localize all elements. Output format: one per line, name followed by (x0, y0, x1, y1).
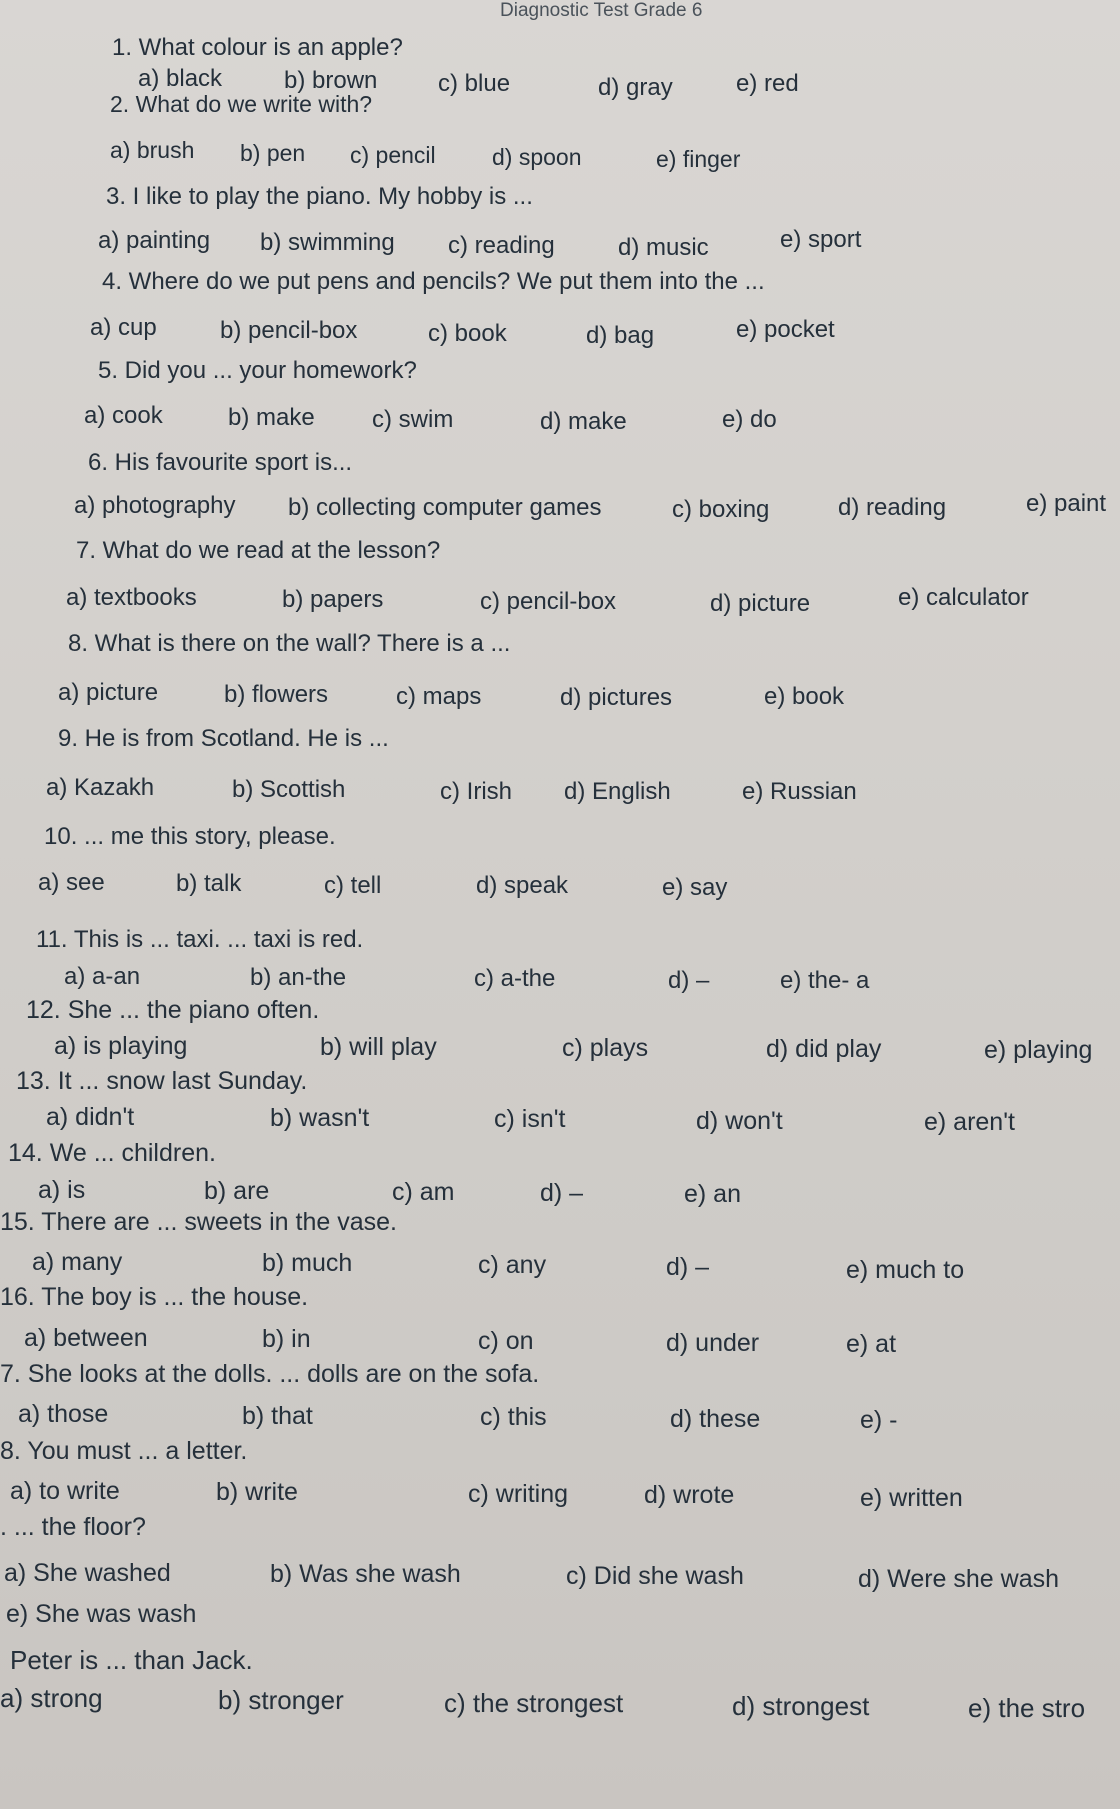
question-14-option-d: d) – (540, 1179, 584, 1207)
question-16: 16. The boy is ... the house. (0, 1283, 309, 1311)
question-14-option-b: b) are (204, 1177, 270, 1205)
question-5-option-e: e) do (722, 406, 777, 433)
question-5: 5. Did you ... your homework? (98, 357, 417, 384)
question-2: 2. What do we write with? (110, 91, 373, 117)
question-7-option-c: c) pencil-box (480, 588, 617, 615)
question-14-option-c: c) am (392, 1178, 455, 1206)
question-6: 6. His favourite sport is... (88, 449, 353, 476)
question-18-option-d: d) wrote (644, 1481, 735, 1509)
question-19-option-c: c) Did she wash (566, 1562, 744, 1590)
question-13-option-a: a) didn't (46, 1103, 135, 1131)
question-12-option-a: a) is playing (54, 1032, 188, 1060)
question-18: 8. You must ... a letter. (0, 1437, 248, 1465)
question-17-option-b: b) that (242, 1402, 313, 1430)
question-11-option-e: e) the- a (780, 967, 870, 994)
question-18-option-b: b) write (216, 1478, 298, 1506)
question-1: 1. What colour is an apple? (112, 34, 403, 61)
question-7-option-d: d) picture (710, 590, 811, 617)
question-7-option-e: e) calculator (898, 584, 1029, 611)
question-20: Peter is ... than Jack. (10, 1645, 253, 1675)
question-2-option-c: c) pencil (350, 142, 436, 168)
question-19: . ... the floor? (0, 1513, 146, 1541)
question-19-option-b: b) Was she wash (270, 1560, 461, 1588)
question-2-option-a: a) brush (110, 137, 195, 163)
question-15-option-b: b) much (262, 1249, 353, 1277)
question-9-option-a: a) Kazakh (46, 774, 155, 801)
question-3-option-b: b) swimming (260, 229, 395, 256)
question-9-option-d: d) English (564, 778, 671, 805)
question-13-option-d: d) won't (696, 1107, 783, 1135)
question-7: 7. What do we read at the lesson? (76, 537, 441, 564)
question-1-option-d: d) gray (598, 74, 673, 101)
question-12: 12. She ... the piano often. (26, 996, 320, 1024)
question-11: 11. This is ... taxi. ... taxi is red. (36, 926, 364, 953)
question-3-option-e: e) sport (780, 226, 862, 253)
question-14-option-e: e) an (684, 1180, 741, 1208)
question-3-option-a: a) painting (98, 227, 211, 254)
question-8-option-d: d) pictures (560, 684, 673, 711)
question-19-option-e: e) She was wash (6, 1600, 197, 1628)
question-17-option-d: d) these (670, 1405, 761, 1433)
question-3-option-c: c) reading (448, 232, 555, 259)
question-6-option-d: d) reading (838, 494, 947, 521)
question-2-option-d: d) spoon (492, 144, 582, 170)
question-5-option-a: a) cook (84, 402, 163, 429)
question-8-option-e: e) book (764, 683, 845, 710)
question-15-option-c: c) any (478, 1251, 547, 1279)
test-header: Diagnostic Test Grade 6 (500, 0, 703, 21)
question-18-option-e: e) written (860, 1484, 963, 1512)
question-17-option-e: e) - (860, 1406, 898, 1434)
question-4: 4. Where do we put pens and pencils? We put them into the ... (102, 268, 765, 295)
question-4-option-b: b) pencil-box (220, 317, 358, 344)
question-6-option-e: e) paint (1026, 490, 1107, 517)
question-8-option-b: b) flowers (224, 681, 329, 708)
question-16-option-d: d) under (666, 1329, 760, 1357)
question-14-option-a: a) is (38, 1176, 86, 1204)
question-1-option-c: c) blue (438, 70, 511, 97)
question-11-option-c: c) a-the (474, 965, 556, 992)
question-20-option-b: b) stronger (218, 1685, 344, 1715)
question-10-option-b: b) talk (176, 870, 242, 897)
question-6-option-b: b) collecting computer games (288, 494, 602, 521)
question-5-option-c: c) swim (372, 406, 454, 433)
question-13-option-e: e) aren't (924, 1108, 1015, 1136)
question-1-option-a: a) black (138, 65, 223, 92)
question-8-option-c: c) maps (396, 683, 482, 710)
question-3: 3. I like to play the piano. My hobby is ... (106, 183, 533, 210)
question-1-option-e: e) red (736, 70, 799, 97)
question-9: 9. He is from Scotland. He is ... (58, 725, 389, 752)
question-17-option-a: a) those (18, 1400, 109, 1428)
question-1-option-b: b) brown (284, 67, 378, 94)
question-11-option-a: a) a-an (64, 963, 141, 990)
question-3-option-d: d) music (618, 234, 709, 261)
question-11-option-b: b) an-the (250, 964, 347, 991)
question-6-option-a: a) photography (74, 492, 236, 519)
question-15-option-d: d) – (666, 1253, 710, 1281)
question-13: 13. It ... snow last Sunday. (16, 1067, 308, 1095)
question-4-option-a: a) cup (90, 314, 157, 341)
question-16-option-c: c) on (478, 1327, 534, 1355)
question-9-option-e: e) Russian (742, 778, 857, 805)
question-14: 14. We ... children. (8, 1139, 216, 1167)
question-12-option-b: b) will play (320, 1033, 437, 1061)
question-19-option-a: a) She washed (4, 1559, 171, 1587)
question-12-option-c: c) plays (562, 1034, 649, 1062)
question-17-option-c: c) this (480, 1403, 547, 1431)
question-8: 8. What is there on the wall? There is a ... (68, 630, 511, 657)
question-9-option-c: c) Irish (440, 778, 512, 805)
question-13-option-b: b) wasn't (270, 1104, 370, 1132)
question-20-option-e: e) the stro (968, 1693, 1086, 1723)
question-18-option-c: c) writing (468, 1480, 569, 1508)
question-6-option-c: c) boxing (672, 496, 770, 523)
question-13-option-c: c) isn't (494, 1105, 566, 1133)
question-10-option-a: a) see (38, 869, 105, 896)
question-8-option-a: a) picture (58, 679, 159, 706)
question-10: 10. ... me this story, please. (44, 823, 336, 850)
question-16-option-b: b) in (262, 1325, 311, 1353)
question-15-option-a: a) many (32, 1248, 123, 1276)
question-20-option-c: c) the strongest (444, 1688, 624, 1718)
question-10-option-c: c) tell (324, 872, 382, 899)
question-20-option-d: d) strongest (732, 1691, 870, 1721)
question-2-option-b: b) pen (240, 140, 306, 166)
question-9-option-b: b) Scottish (232, 776, 346, 803)
question-4-option-d: d) bag (586, 322, 655, 349)
question-18-option-a: a) to write (10, 1477, 120, 1505)
question-7-option-a: a) textbooks (66, 584, 197, 611)
question-5-option-d: d) make (540, 408, 627, 435)
question-12-option-d: d) did play (766, 1035, 882, 1063)
question-16-option-a: a) between (24, 1324, 148, 1352)
question-20-option-a: a) strong (0, 1683, 103, 1713)
question-11-option-d: d) – (668, 967, 710, 994)
question-5-option-b: b) make (228, 404, 315, 431)
question-2-option-e: e) finger (656, 146, 741, 172)
question-10-option-e: e) say (662, 874, 728, 901)
question-4-option-e: e) pocket (736, 316, 835, 343)
question-15-option-e: e) much to (846, 1256, 965, 1284)
question-7-option-b: b) papers (282, 586, 384, 613)
question-16-option-e: e) at (846, 1330, 897, 1358)
question-4-option-c: c) book (428, 320, 507, 347)
question-10-option-d: d) speak (476, 872, 569, 899)
question-15: 15. There are ... sweets in the vase. (0, 1208, 397, 1236)
question-17: 7. She looks at the dolls. ... dolls are on the sofa. (0, 1360, 540, 1388)
question-19-option-d: d) Were she wash (858, 1565, 1060, 1593)
question-12-option-e: e) playing (984, 1036, 1093, 1064)
